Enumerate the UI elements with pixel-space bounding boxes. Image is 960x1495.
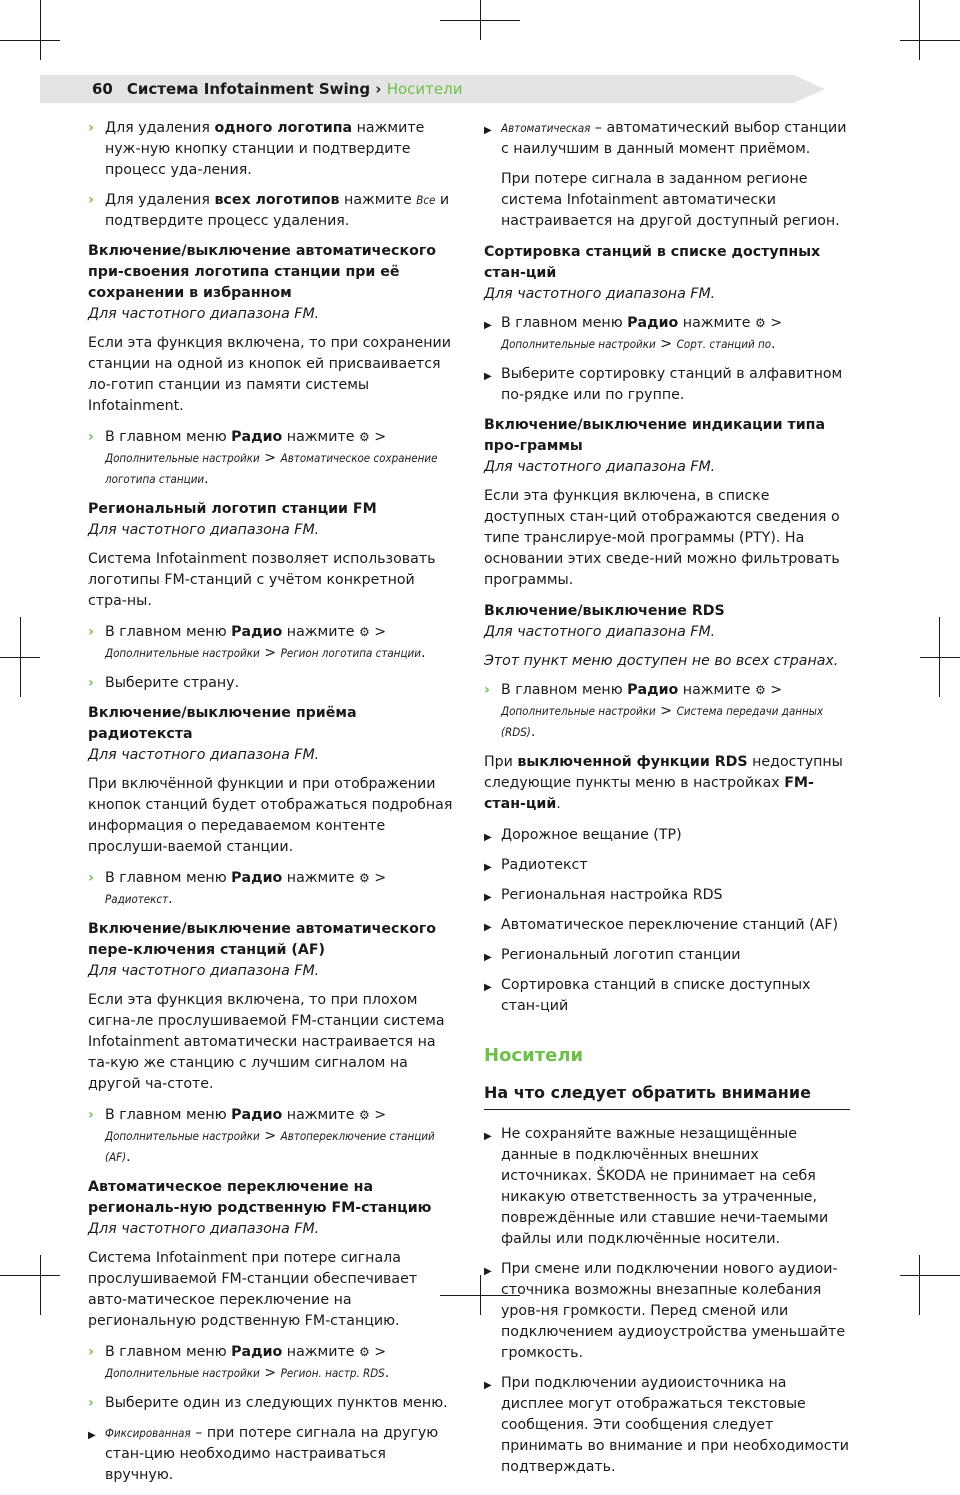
paragraph: При включённой функции и при отображении кнопок станций будет отображаться подробная информация о передаваемом контенте прослуши-ваемой станции. [88, 776, 453, 855]
crop-mark [920, 657, 960, 658]
menu-item: Автоматическая [501, 121, 591, 135]
crop-mark [0, 40, 60, 41]
paragraph: Если эта функция включена, то при сохранении станции на одной из кнопок ей присваивается ло-готип станции из памяти системы Infotainment. [88, 335, 451, 414]
list-item: › В главном меню Радио нажмите ⚙ > Дополнительные настройки > Автопереключение станций (AF). [88, 1107, 435, 1165]
section-heading: Включение/выключение индикации типа про-граммы [484, 417, 826, 454]
list-item: ▶ Региональная настройка RDS [484, 885, 850, 906]
menu-item: Сорт. станций по [676, 337, 772, 351]
section-heading: Включение/выключение приёма радиотекста [88, 705, 357, 742]
menu-item: Фиксированная [105, 1426, 191, 1440]
menu-arrow: > [374, 429, 387, 445]
list-item: ▶ Автоматическое переключение станций (AF) [484, 915, 850, 936]
list-item: ▶ При смене или подключении нового аудиои-сточника возможны внезапные колебания уров-ня громкости. Перед сменой или подключением аудиоустройства уменьшайте громкость. [484, 1261, 846, 1361]
triangle-bullet-icon: ▶ [484, 1380, 492, 1391]
crop-mark [0, 657, 40, 658]
section-heading: Включение/выключение RDS [484, 603, 725, 619]
list-item: › Для удаления одного логотипа нажмите нуж-ную кнопку станции и подтвердите процесс уда-ления. [88, 120, 425, 178]
gear-icon: ⚙ [358, 1108, 370, 1122]
triangle-bullet-icon: ▶ [484, 1266, 492, 1277]
triangle-bullet-icon: ▶ [484, 320, 492, 331]
triangle-bullet-icon: ▶ [484, 922, 492, 933]
chevron-icon: › [88, 870, 94, 886]
section-subheading: Для частотного диапазона FM. [88, 963, 320, 979]
menu-arrow: > [264, 450, 277, 466]
breadcrumb-current: Носители [386, 80, 463, 98]
chevron-icon: › [484, 682, 490, 698]
crop-mark [919, 1255, 920, 1315]
menu-arrow: > [374, 624, 387, 640]
list-item: ▶ Автоматическая – автоматический выбор станции с наилучшим в данный момент приёмом. [484, 120, 847, 157]
crop-mark [40, 1255, 41, 1315]
chevron-icon: › [88, 1344, 94, 1360]
triangle-bullet-icon: ▶ [484, 371, 492, 382]
menu-item: Дополнительные настройки [105, 451, 260, 465]
triangle-bullet-icon: ▶ [484, 832, 492, 843]
menu-item: Дополнительные настройки [105, 646, 260, 660]
note: Этот пункт меню доступен не во всех странах. [484, 653, 839, 669]
chevron-icon: › [88, 192, 94, 208]
list-item: › В главном меню Радио нажмите ⚙ > Радиотекст. [88, 870, 387, 907]
section-subheading: Для частотного диапазона FM. [88, 306, 320, 322]
list-item: › В главном меню Радио нажмите ⚙ > Дополнительные настройки > Система передачи данных (RDS). [484, 682, 824, 740]
chevron-icon: › [88, 624, 94, 640]
menu-arrow: > [374, 1344, 387, 1360]
breadcrumb-separator: › [375, 80, 382, 98]
gear-icon: ⚙ [754, 683, 766, 697]
list-item: ▶ В главном меню Радио нажмите ⚙ > Дополнительные настройки > Сорт. станций по. [484, 315, 783, 352]
triangle-bullet-icon: ▶ [484, 125, 492, 136]
gear-icon: ⚙ [358, 625, 370, 639]
menu-item: Дополнительные настройки [105, 1366, 260, 1380]
list-item: › В главном меню Радио нажмите ⚙ > Дополнительные настройки > Регион. настр. RDS. [88, 1344, 390, 1381]
page-number: 60 [92, 80, 113, 98]
section-heading: Включение/выключение автоматического пере-ключения станций (AF) [88, 921, 436, 958]
gear-icon: ⚙ [358, 430, 370, 444]
menu-arrow: > [770, 315, 783, 331]
crop-mark [919, 0, 920, 60]
section-subheading: Для частотного диапазона FM. [484, 459, 716, 475]
triangle-bullet-icon: ▶ [484, 862, 492, 873]
section-subheading: Для частотного диапазона FM. [484, 286, 716, 302]
triangle-bullet-icon: ▶ [88, 1430, 96, 1441]
section-subheading: Для частотного диапазона FM. [88, 1221, 320, 1237]
section-heading: Сортировка станций в списке доступных стан-ций [484, 244, 821, 281]
chevron-icon: › [88, 1395, 94, 1411]
list-item: ▶ Сортировка станций в списке доступных стан-ций [484, 977, 811, 1014]
menu-arrow: > [264, 1128, 277, 1144]
list-item: › Для удаления всех логотипов нажмите Все и подтвердите процесс удаления. [88, 192, 450, 229]
menu-arrow: > [660, 336, 673, 352]
triangle-bullet-icon: ▶ [484, 1131, 492, 1142]
right-column [484, 118, 850, 1487]
section-heading: Автоматическое переключение на региональ-ную родственную FM-станцию [88, 1179, 432, 1216]
crop-mark [40, 0, 41, 60]
list-item: › Выберите страну. [88, 673, 454, 694]
menu-item: Радиотекст [105, 892, 169, 906]
gear-icon: ⚙ [754, 316, 766, 330]
menu-arrow: > [660, 703, 673, 719]
crop-mark [440, 20, 520, 21]
chevron-icon: › [88, 120, 94, 136]
section-heading: Включение/выключение автоматического при-своения логотипа станции при её сохранении в избранном [88, 243, 436, 301]
chevron-icon: › [88, 675, 94, 691]
triangle-bullet-icon: ▶ [484, 892, 492, 903]
section-subheading: Для частотного диапазона FM. [484, 624, 716, 640]
paragraph: При выключенной функции RDS недоступны следующие пункты меню в настройках FM-стан-ций. [484, 754, 843, 812]
section-title: Носители [484, 1045, 584, 1066]
list-item: ▶ Не сохраняйте важные незащищённые данные в подключённых внешних источниках. ŠKODA не принимает на себя никакую ответственность за утраченные, повреждённые или ставшие нечи-таемыми файлы или подключённые носители. [484, 1126, 829, 1247]
chevron-icon: › [88, 1107, 94, 1123]
crop-mark [900, 1275, 960, 1276]
subsection-title: На что следует обратить внимание [484, 1082, 850, 1110]
crop-mark [900, 40, 960, 41]
menu-item: Дополнительные настройки [501, 704, 656, 718]
list-item: ▶ Радиотекст [484, 855, 850, 876]
gear-icon: ⚙ [358, 871, 370, 885]
list-item: ▶ Выберите сортировку станций в алфавитном по-рядке или по группе. [484, 366, 843, 403]
menu-item: Автопереключение станций (AF) [105, 1129, 435, 1164]
list-item: ▶ При подключении аудиоисточника на дисплее могут отображаться текстовые сообщения. Эти сообщения следует принимать во внимание и при необходимости подтверждать. [484, 1375, 850, 1475]
list-item: › В главном меню Радио нажмите ⚙ > Дополнительные настройки > Регион логотипа станции. [88, 624, 426, 661]
paragraph: Система Infotainment при потере сигнала прослушиваемой FM-станции обеспечивает авто-матическое переключение на региональную родственную FM-станцию. [88, 1250, 418, 1329]
menu-arrow: > [264, 645, 277, 661]
menu-item: Дополнительные настройки [105, 1129, 260, 1143]
menu-item: Автоматическое сохранение логотипа станции [105, 451, 438, 486]
chevron-icon: › [88, 429, 94, 445]
list-item: › Выберите один из следующих пунктов меню. [88, 1393, 454, 1414]
menu-arrow: > [374, 870, 387, 886]
left-column [88, 118, 454, 1495]
breadcrumb-chapter: Система Infotainment Swing [126, 80, 371, 98]
triangle-bullet-icon: ▶ [484, 952, 492, 963]
menu-arrow: > [770, 682, 783, 698]
section-subheading: Для частотного диапазона FM. [88, 747, 320, 763]
triangle-bullet-icon: ▶ [484, 982, 492, 993]
paragraph: При потере сигнала в заданном регионе система Infotainment автоматически настраивается на другой доступный регион. [501, 171, 840, 229]
list-item: › В главном меню Радио нажмите ⚙ > Дополнительные настройки > Автоматическое сохранение логотипа станции. [88, 429, 438, 487]
menu-item: Регион логотипа станции [280, 646, 421, 660]
section-heading: Региональный логотип станции FM [88, 501, 377, 517]
menu-item: Система передачи данных (RDS) [501, 704, 824, 739]
list-item: ▶ Фиксированная – при потере сигнала на другую стан-цию необходимо настраиваться вручную. [88, 1425, 439, 1483]
list-item: ▶ Региональный логотип станции [484, 945, 850, 966]
breadcrumb [92, 80, 462, 98]
gear-icon: ⚙ [358, 1345, 370, 1359]
section-subheading: Для частотного диапазона FM. [88, 522, 320, 538]
menu-item: Дополнительные настройки [501, 337, 656, 351]
crop-mark [0, 1275, 60, 1276]
menu-arrow: > [374, 1107, 387, 1123]
menu-item: Регион. настр. RDS [280, 1366, 385, 1380]
paragraph: Система Infotainment позволяет использовать логотипы FM-станций с учётом конкретной стра-ны. [88, 551, 436, 609]
menu-arrow: > [264, 1365, 277, 1381]
menu-item: Все [416, 193, 436, 207]
list-item: ▶ Дорожное вещание (TP) [484, 825, 850, 846]
paragraph: Если эта функция включена, в списке доступных стан-ций отображаются сведения о типе транслируе-мой программы (PTY). На основании этих сведе-ний можно фильтровать программы. [484, 488, 840, 588]
paragraph: Если эта функция включена, то при плохом сигна-ле прослушиваемой FM-станции система Infotainment автоматически настраивается на та-кую же станцию с лучшим сигналом на другой ча-стоте. [88, 992, 445, 1092]
